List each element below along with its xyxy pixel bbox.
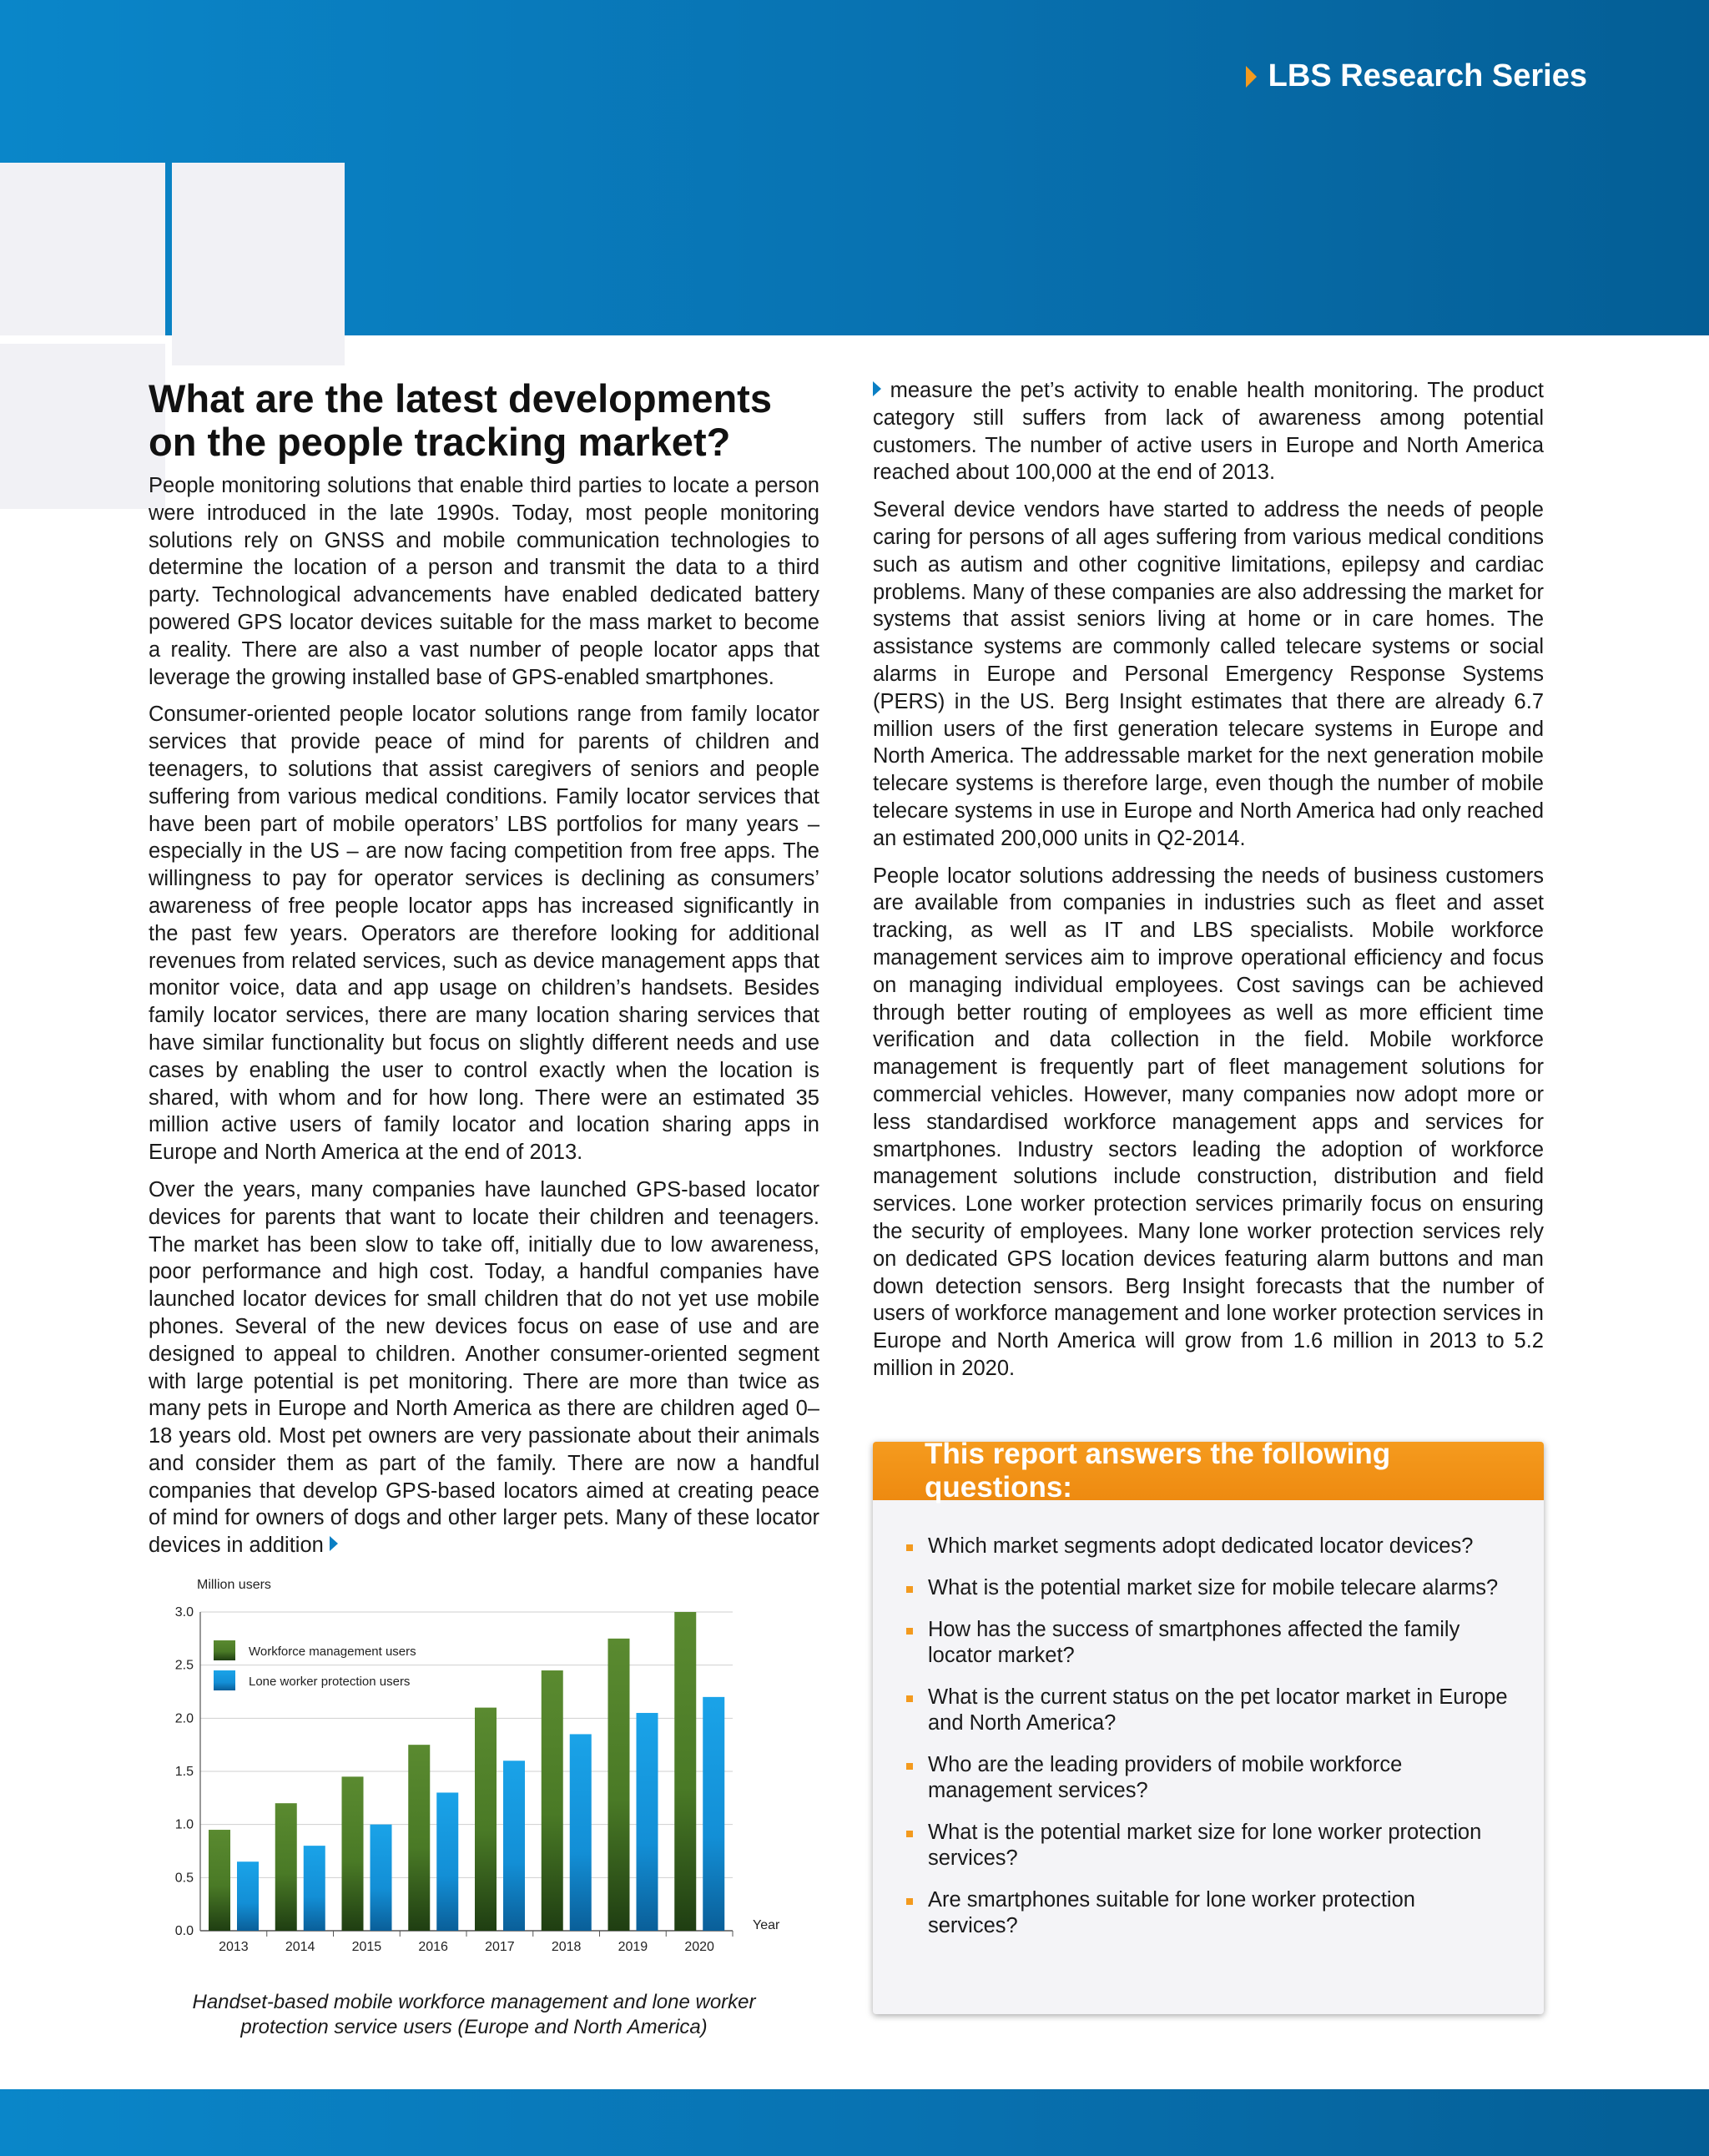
bullet-icon: [906, 1898, 913, 1905]
y-tick-label: 1.0: [174, 1817, 194, 1832]
bullet-icon: [906, 1763, 913, 1770]
bar-workforce: [542, 1670, 563, 1931]
series-title-text: LBS Research Series: [1268, 58, 1587, 93]
right-paragraph: People locator solutions addressing the needs of business customers are available from companies in industries such as fleet and asset tracking, as well as IT and LBS specialists. Mobile workforce management services aim to improve operational efficiency and focus on managing individual employees. Cost savings can be achieved through better routing of employees as well as more efficient time verification and data collection in the field. Mobile workforce management is frequently part of fleet management solutions for commercial vehicles. However, many companies now adopt more or less standardised workforce management apps and services for smartphones. Industry sectors leading the adoption of workforce management solutions include construction, distribution and field services. Lone worker protection services primarily focus on ensuring the security of employees. Many lone worker protection services rely on dedicated GPS location devices featuring alarm buttons and man down detection sensors. Berg Insight forecasts that the number of users of workforce management and lone worker protection services in Europe and North America will grow from 1.6 million in 2013 to 5.2 million in 2020.: [873, 864, 1544, 1380]
series-title: [1246, 58, 1587, 94]
left-paragraph: Consumer-oriented people locator solutions range from family locator services that provide peace of mind for parents of children and teenagers, to solutions that assist caregivers of seniors and people suffering from various medical conditions. Family locator services that have been part of mobile operators’ LBS portfolios for many years – especially in the US – are now facing competition from free apps. The willingness to pay for operator services is declining as consumers’ awareness of free people locator apps has increased significantly in the past few years. Operators are therefore looking for additional revenues from related services, such as device management apps that monitor voice, data and app usage on children’s handsets. Besides family locator services, there are many location sharing services that have similar functionality but focus on slightly different needs and use cases by enabling the user to control exactly when the location is shared, with whom and for how long. There were an estimated 35 million active users of family locator and location sharing apps in Europe and North America at the end of 2013.: [149, 703, 819, 1165]
bar-lone-worker: [436, 1792, 458, 1931]
questions-list: [873, 1500, 1544, 1939]
decor-square: [0, 344, 165, 509]
question-item: [928, 1617, 1510, 1669]
x-tick-label: 2017: [485, 1940, 515, 1954]
x-tick-label: 2018: [551, 1940, 582, 1954]
continued-arrow-icon: [873, 381, 881, 396]
decor-square: [172, 335, 345, 365]
x-tick-label: 2020: [684, 1940, 714, 1954]
x-tick-label: 2015: [351, 1940, 382, 1954]
legend-swatch: [214, 1640, 235, 1660]
question-item: [928, 1534, 1510, 1559]
x-tick-label: 2019: [618, 1940, 648, 1954]
bar-lone-worker: [503, 1761, 525, 1931]
y-axis-label: Million users: [197, 1578, 271, 1592]
question-text: Which market segments adopt dedicated locator devices?: [928, 1534, 1474, 1558]
bar-lone-worker: [570, 1734, 592, 1931]
right-column: [873, 377, 1544, 1393]
question-text: What is the potential market size for mobile telecare alarms?: [928, 1576, 1499, 1599]
bar-chart: [149, 1569, 819, 1977]
question-text: What is the potential market size for lone worker protection services?: [928, 1821, 1482, 1870]
bar-workforce: [674, 1612, 696, 1931]
bar-workforce: [408, 1745, 430, 1931]
bar-lone-worker: [237, 1861, 259, 1931]
article-title: What are the latest developments on the people tracking market?: [149, 376, 772, 464]
bar-workforce: [475, 1708, 497, 1931]
bar-lone-worker: [703, 1697, 724, 1931]
right-paragraph: [873, 377, 1544, 486]
question-text: Who are the leading providers of mobile workforce management services?: [928, 1753, 1403, 1802]
question-item: [928, 1685, 1510, 1736]
right-paragraph-text: measure the pet’s activity to enable health monitoring. The product category still suffers from lack of awareness among potential customers. The number of active users in Europe and North America reached about 100,000 at the end of 2013.: [873, 379, 1544, 485]
decor-square: [172, 163, 345, 335]
y-tick-label: 2.0: [174, 1711, 194, 1726]
triangle-right-icon: [1246, 66, 1257, 88]
y-tick-label: 1.5: [174, 1765, 194, 1779]
bar-workforce: [342, 1776, 364, 1931]
y-tick-label: 0.5: [174, 1871, 194, 1886]
question-text: Are smartphones suitable for lone worker protection services?: [928, 1888, 1415, 1937]
bar-workforce: [209, 1830, 230, 1931]
legend-swatch: [214, 1670, 235, 1690]
bar-lone-worker: [304, 1846, 325, 1931]
bar-workforce: [608, 1639, 630, 1931]
bar-workforce: [275, 1803, 297, 1931]
chart-svg: [149, 1569, 819, 1977]
x-tick-label: 2016: [418, 1940, 448, 1954]
y-tick-label: 3.0: [174, 1605, 194, 1620]
questions-box-title: This report answers the following questions:: [873, 1442, 1544, 1500]
left-column: [149, 377, 819, 1569]
footer-band: [0, 2089, 1709, 2156]
bar-lone-worker: [371, 1825, 392, 1931]
questions-box: [873, 1438, 1544, 2014]
question-text: What is the current status on the pet locator market in Europe and North America?: [928, 1685, 1508, 1735]
bullet-icon: [906, 1695, 913, 1702]
continue-arrow-icon: [330, 1536, 338, 1551]
question-item: [928, 1820, 1510, 1871]
y-tick-label: 2.5: [174, 1658, 194, 1673]
left-paragraph: People monitoring solutions that enable third parties to locate a person were introduced in the late 1990s. Today, most people monitoring solutions rely on GNSS and mobile communication technologies to determine the location of a person and transmit the data to a third party. Technological advancements have enabled dedicated battery powered GPS locator devices suitable for the mass market to become a reality. There are also a vast number of people locator apps that leverage the growing installed base of GPS-enabled smartphones.: [149, 474, 819, 689]
left-paragraph: [149, 1176, 819, 1559]
x-tick-label: 2014: [285, 1940, 315, 1954]
question-item: [928, 1752, 1510, 1804]
bullet-icon: [906, 1586, 913, 1593]
question-item: [928, 1887, 1510, 1939]
bullet-icon: [906, 1831, 913, 1837]
bar-lone-worker: [637, 1713, 658, 1931]
legend-label: Lone worker protection users: [249, 1675, 411, 1689]
legend-label: Workforce management users: [249, 1645, 416, 1659]
question-item: [928, 1575, 1510, 1601]
bullet-icon: [906, 1628, 913, 1635]
bullet-icon: [906, 1544, 913, 1551]
left-paragraph-text: Over the years, many companies have launched GPS-based locator devices for parents that want to locate their children and teenagers. The market has been slow to take off, initially due to low awareness, poor performance and high cost. Today, a handful companies have launched locator devices for small children that do not yet use mobile phones. Several of the new devices focus on ease of use and are designed to appeal to children. Another consumer-oriented segment with large potential is pet monitoring. There are more than twice as many pets in Europe and North America as there are children aged 0–18 years old. Most pet owners are very passionate about their animals and consider them as part of the family. There are now a handful companies that develop GPS-based locators aimed at creating peace of mind for owners of dogs and other larger pets. Many of these locator devices in addition: [149, 1177, 819, 1558]
right-paragraph: Several device vendors have started to address the needs of people caring for persons of all ages suffering from various medical conditions such as autism and other cognitive limitations, epilepsy and cardiac problems. Many of these companies are also addressing the market for systems that assist seniors living at home or in care homes. The assistance systems are commonly called telecare systems or social alarms in Europe and Personal Emergency Response Systems (PERS) in the US. Berg Insight estimates that there are already 6.7 million users of the first generation telecare systems in Europe and North America. The addressable market for the next generation mobile telecare systems is therefore large, even though the number of mobile telecare systems in use in Europe and North America had only reached an estimated 200,000 units in Q2-2014.: [873, 498, 1544, 850]
x-axis-label: Year: [753, 1918, 780, 1932]
x-tick-label: 2013: [219, 1940, 249, 1954]
chart-caption: Handset-based mobile workforce management and lone worker protection service users (Europe and North America): [192, 1991, 756, 2038]
decor-square: [0, 163, 165, 335]
question-text: How has the success of smartphones affected the family locator market?: [928, 1618, 1460, 1667]
y-tick-label: 0.0: [174, 1924, 194, 1938]
